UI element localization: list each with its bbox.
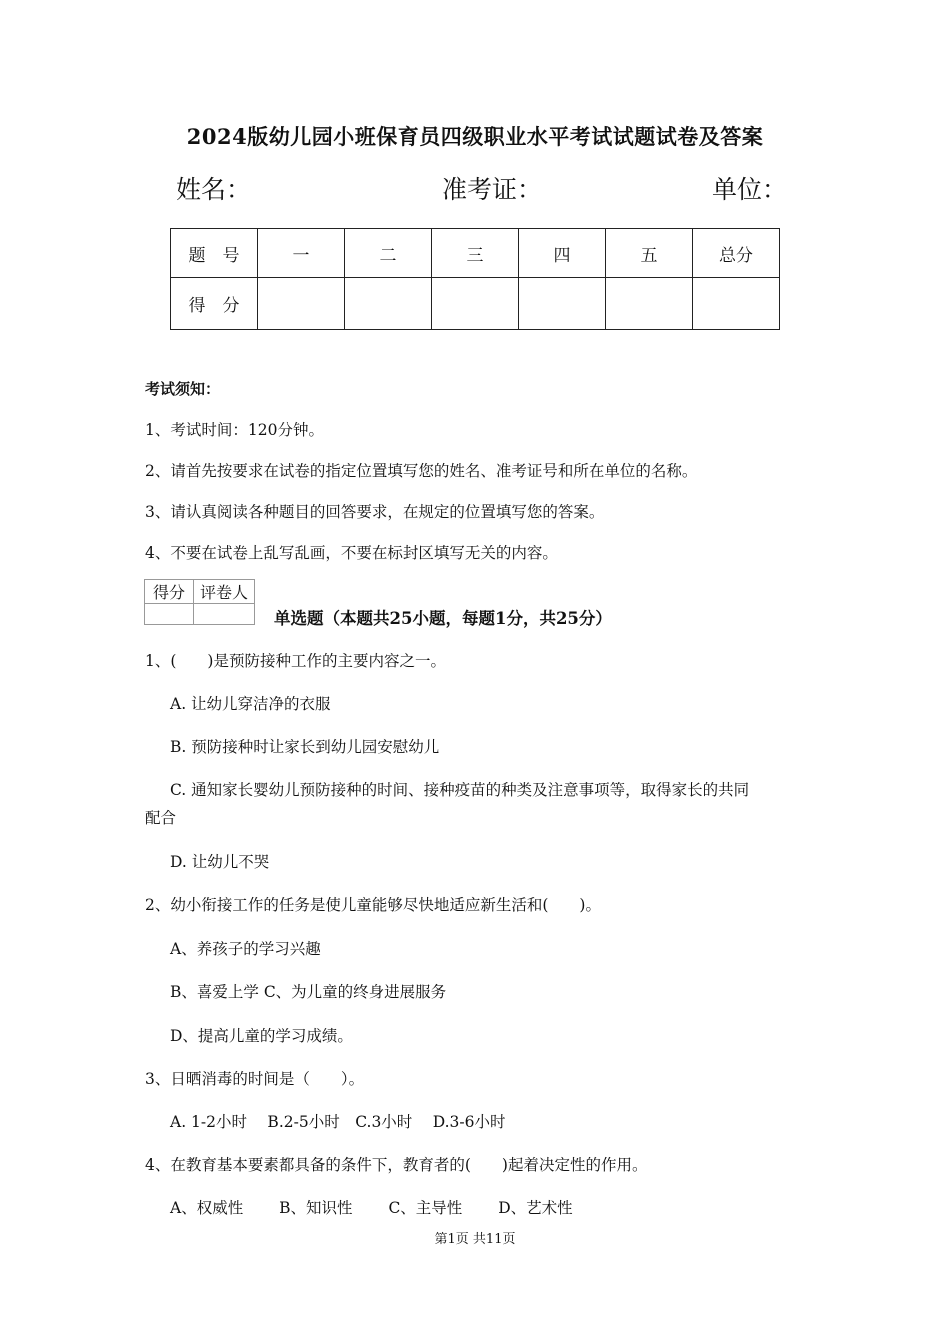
- score-header-cell: 题 号: [171, 229, 258, 278]
- answer-option: B. 预防接种时让家长到幼儿园安慰幼儿: [170, 738, 440, 756]
- notice-item: 4、不要在试卷上乱写乱画，不要在标封区填写无关的内容。: [145, 544, 558, 562]
- answer-options: A、权威性 B、知识性 C、主导性 D、艺术性: [170, 1199, 573, 1217]
- answer-option: C. 通知家长婴幼儿预防接种的时间、接种疫苗的种类及注意事项等，取得家长的共同: [170, 781, 750, 799]
- notice-item: 3、请认真阅读各种题目的回答要求，在规定的位置填写您的答案。: [145, 503, 605, 521]
- score-input-cell[interactable]: [693, 278, 780, 330]
- grader-box: [144, 579, 255, 625]
- page-footer: 第1页 共11页: [434, 1232, 516, 1247]
- score-header-cell: 五: [606, 229, 693, 278]
- grader-name-cell[interactable]: [194, 604, 255, 625]
- answer-option: A、养孩子的学习兴趣: [170, 940, 321, 958]
- score-table-score-row: [171, 278, 780, 330]
- score-table-header-row: [171, 229, 780, 278]
- notice-heading: 考试须知：: [145, 380, 221, 398]
- question-stem: 1、( )是预防接种工作的主要内容之一。: [145, 652, 446, 670]
- exam-id-field-label: 准考证：: [442, 175, 543, 204]
- grader-score-label: 得分: [145, 580, 194, 604]
- name-field-label: 姓名：: [176, 175, 252, 204]
- answer-option: D. 让幼儿不哭: [170, 853, 270, 871]
- score-row-label: 得 分: [171, 278, 258, 330]
- unit-field-label: 单位：: [712, 175, 788, 204]
- score-input-cell[interactable]: [258, 278, 345, 330]
- score-input-cell[interactable]: [519, 278, 606, 330]
- score-input-cell[interactable]: [606, 278, 693, 330]
- score-header-cell: 四: [519, 229, 606, 278]
- question-stem: 3、日晒消毒的时间是（ ）。: [145, 1070, 365, 1088]
- grader-name-label: 评卷人: [194, 580, 255, 604]
- section-title: 单选题（本题共25小题，每题1分，共25分）: [274, 609, 612, 628]
- score-header-cell: 一: [258, 229, 345, 278]
- score-table: [170, 228, 780, 330]
- score-input-cell[interactable]: [345, 278, 432, 330]
- grader-score-cell[interactable]: [145, 604, 194, 625]
- score-header-cell: 三: [432, 229, 519, 278]
- score-input-cell[interactable]: [432, 278, 519, 330]
- score-header-cell: 总分: [693, 229, 780, 278]
- answer-option-continued: 配合: [145, 809, 177, 827]
- notice-item: 2、请首先按要求在试卷的指定位置填写您的姓名、准考证号和所在单位的名称。: [145, 462, 698, 480]
- answer-options: A. 1-2小时 B.2-5小时 C.3小时 D.3-6小时: [170, 1113, 506, 1131]
- question-stem: 4、在教育基本要素都具备的条件下，教育者的( )起着决定性的作用。: [145, 1156, 648, 1174]
- notice-item: 1、考试时间：120分钟。: [145, 421, 324, 439]
- score-header-cell: 二: [345, 229, 432, 278]
- page-title: 2024版幼儿园小班保育员四级职业水平考试试题试卷及答案: [186, 124, 764, 149]
- answer-option: B、喜爱上学 C、为儿童的终身进展服务: [170, 983, 447, 1001]
- answer-option: D、提高儿童的学习成绩。: [170, 1027, 353, 1045]
- answer-option: A. 让幼儿穿洁净的衣服: [170, 695, 331, 713]
- question-stem: 2、幼小衔接工作的任务是使儿童能够尽快地适应新生活和( )。: [145, 896, 601, 914]
